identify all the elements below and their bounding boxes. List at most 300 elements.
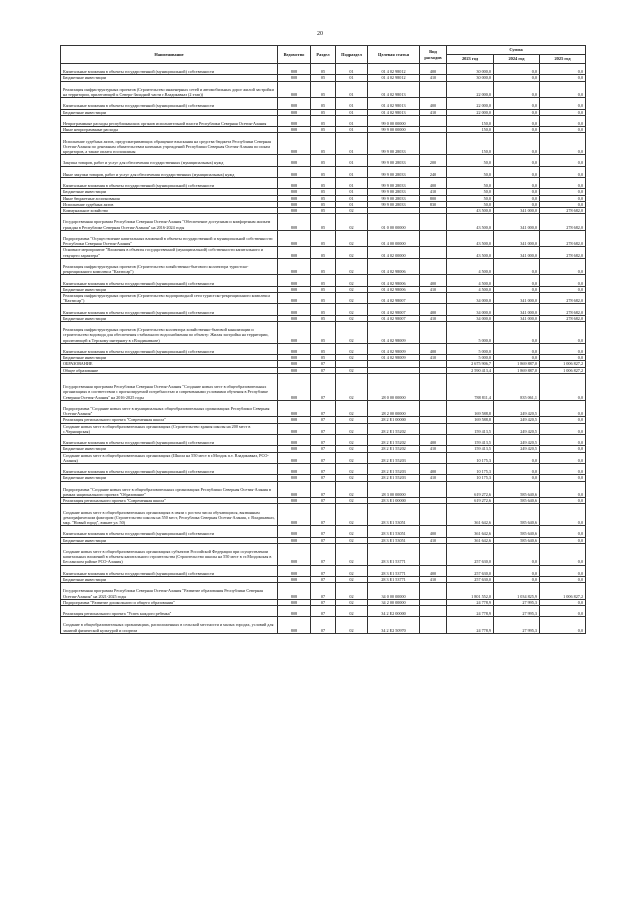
row-exp-type <box>420 81 447 98</box>
row-section: 05 <box>311 155 336 166</box>
row-sum-2025: 0,0 <box>540 177 586 188</box>
row-subsection: 02 <box>336 446 368 452</box>
row-sum-2025: 1 006 827,2 <box>540 361 586 367</box>
row-exp-type: 400 <box>420 304 447 315</box>
row-sum-2023: 159 413,5 <box>447 434 494 445</box>
row-sum-2024: 0,0 <box>494 565 540 576</box>
row-target: 28 2 Е1 55202 <box>368 434 420 445</box>
row-target: 28 3 Е1 53771 <box>368 543 420 565</box>
table-row <box>61 81 586 98</box>
row-target: 01 4 02 98007 <box>368 292 420 303</box>
row-name: ОБРАЗОВАНИЕ <box>61 361 278 367</box>
row-subsection: 02 <box>336 617 368 634</box>
row-dept: 808 <box>278 423 311 434</box>
row-section: 07 <box>311 373 336 400</box>
row-subsection: 01 <box>336 201 368 207</box>
row-section: 05 <box>311 127 336 133</box>
row-sum-2023: 169 588,8 <box>447 400 494 417</box>
col-2023: 2023 год <box>447 55 494 64</box>
row-name: Капитальные вложения в объекты государственной (муниципальной) собственности <box>61 565 278 576</box>
row-section: 07 <box>311 617 336 634</box>
row-sum-2024: 0,0 <box>494 463 540 474</box>
row-sum-2025: 0,0 <box>540 400 586 417</box>
row-name: Капитальные вложения в объекты государственной (муниципальной) собственности <box>61 275 278 286</box>
row-sum-2024: 0,0 <box>494 576 540 582</box>
row-section: 07 <box>311 361 336 367</box>
row-target: 01 4 02 98013 <box>368 98 420 109</box>
table-row <box>61 543 586 565</box>
row-target: 28 3 Е1 53771 <box>368 576 420 582</box>
row-sum-2023: 150,0 <box>447 133 494 155</box>
table-row <box>61 373 586 400</box>
row-subsection: 01 <box>336 81 368 98</box>
row-subsection: 01 <box>336 98 368 109</box>
row-sum-2024: 585 640,6 <box>494 481 540 498</box>
row-dept: 808 <box>278 230 311 247</box>
row-sum-2025: 0,0 <box>540 498 586 504</box>
row-section: 07 <box>311 423 336 434</box>
row-dept: 808 <box>278 315 311 321</box>
row-dept: 808 <box>278 400 311 417</box>
row-section: 07 <box>311 565 336 576</box>
row-exp-type: 410 <box>420 286 447 292</box>
row-exp-type: 400 <box>420 343 447 354</box>
table-row <box>61 583 586 600</box>
row-dept: 808 <box>278 498 311 504</box>
row-sum-2024: 0,0 <box>494 343 540 354</box>
col-exp-type: Вид расходов <box>420 46 447 64</box>
row-dept: 808 <box>278 189 311 195</box>
row-sum-2023: 2 675 906,7 <box>447 361 494 367</box>
row-sum-2023: 24 778,9 <box>447 617 494 634</box>
row-subsection: 02 <box>336 583 368 600</box>
row-sum-2023: 10 175,3 <box>447 452 494 463</box>
row-section: 05 <box>311 343 336 354</box>
row-subsection: 02 <box>336 230 368 247</box>
row-section: 05 <box>311 214 336 231</box>
row-sum-2024: 585 640,6 <box>494 537 540 543</box>
row-sum-2023: 22 000,0 <box>447 109 494 115</box>
row-section: 05 <box>311 177 336 188</box>
table-row <box>61 115 586 126</box>
row-sum-2024: 0,0 <box>494 321 540 343</box>
row-section: 05 <box>311 201 336 207</box>
row-exp-type: 410 <box>420 576 447 582</box>
row-target: 28 3 Е1 53051 <box>368 526 420 537</box>
row-sum-2025: 0,0 <box>540 166 586 177</box>
row-exp-type: 410 <box>420 446 447 452</box>
row-sum-2025: 0,0 <box>540 155 586 166</box>
row-section: 05 <box>311 64 336 75</box>
row-target: 99 9 00 28033 <box>368 177 420 188</box>
row-dept: 808 <box>278 109 311 115</box>
row-sum-2024: 0,0 <box>494 98 540 109</box>
row-subsection: 02 <box>336 434 368 445</box>
row-exp-type: 240 <box>420 166 447 177</box>
row-target: 99 9 00 28033 <box>368 133 420 155</box>
row-sum-2025: 278 682,0 <box>540 230 586 247</box>
row-target: 01 0 00 00000 <box>368 214 420 231</box>
row-sum-2023: 619 272,6 <box>447 498 494 504</box>
row-subsection: 01 <box>336 189 368 195</box>
row-sum-2023: 5 000,0 <box>447 321 494 343</box>
row-sum-2025: 0,0 <box>540 599 586 605</box>
table-row <box>61 155 586 166</box>
row-dept: 808 <box>278 537 311 543</box>
table-row <box>61 321 586 343</box>
row-name: Реализация регионального проекта "Успех каждого ребенка" <box>61 605 278 616</box>
row-exp-type <box>420 214 447 231</box>
row-exp-type <box>420 583 447 600</box>
row-exp-type <box>420 543 447 565</box>
row-name: Капитальные вложения в объекты государственной (муниципальной) собственности <box>61 434 278 445</box>
row-section: 07 <box>311 498 336 504</box>
row-target: 01 4 02 98009 <box>368 355 420 361</box>
row-sum-2023: 361 642,6 <box>447 504 494 526</box>
row-name: Капитальные вложения в объекты государственной (муниципальной) собственности <box>61 526 278 537</box>
row-dept: 808 <box>278 434 311 445</box>
row-sum-2023: 50,0 <box>447 201 494 207</box>
table-row <box>61 526 586 537</box>
row-dept: 808 <box>278 617 311 634</box>
row-name: Государственная программа Республики Северная Осетия-Алания "Развитие образования Республики Северная Осетия-Алания" на 2021-2025 годы <box>61 583 278 600</box>
row-target: 28 2 Е1 55203 <box>368 452 420 463</box>
row-dept: 808 <box>278 361 311 367</box>
row-sum-2024: 249 420,5 <box>494 446 540 452</box>
row-name: Коммунальное хозяйство <box>61 207 278 213</box>
row-name: Бюджетные инвестиции <box>61 109 278 115</box>
row-exp-type <box>420 481 447 498</box>
row-dept: 808 <box>278 304 311 315</box>
row-sum-2023: 50,0 <box>447 177 494 188</box>
row-subsection: 02 <box>336 400 368 417</box>
table-row <box>61 133 586 155</box>
row-name: Бюджетные инвестиции <box>61 189 278 195</box>
row-target: 99 9 00 28033 <box>368 166 420 177</box>
row-sum-2025: 0,0 <box>540 275 586 286</box>
row-sum-2025: 0,0 <box>540 133 586 155</box>
row-subsection: 02 <box>336 543 368 565</box>
row-name: Подпрограмма "Создание новых мест в общеобразовательных организациях Республики Северная Осетия-Алания в рамках национального проекта "Образование" <box>61 481 278 498</box>
row-section: 07 <box>311 434 336 445</box>
row-exp-type: 800 <box>420 195 447 201</box>
row-dept: 808 <box>278 115 311 126</box>
row-exp-type: 410 <box>420 355 447 361</box>
row-sum-2023: 10 175,3 <box>447 475 494 481</box>
row-name: Бюджетные инвестиции <box>61 75 278 81</box>
row-sum-2025: 0,0 <box>540 195 586 201</box>
row-sum-2023: 257 630,0 <box>447 576 494 582</box>
row-target: 99 9 00 28033 <box>368 155 420 166</box>
row-sum-2024: 249 420,5 <box>494 400 540 417</box>
row-sum-2024: 0,0 <box>494 475 540 481</box>
row-name: Бюджетные инвестиции <box>61 355 278 361</box>
row-subsection: 02 <box>336 315 368 321</box>
row-section: 07 <box>311 400 336 417</box>
row-sum-2024: 27 995,3 <box>494 605 540 616</box>
row-name: Реализация регионального проекта "Современная школа" <box>61 417 278 423</box>
row-dept: 808 <box>278 75 311 81</box>
table-header-row <box>61 46 586 55</box>
row-dept: 808 <box>278 214 311 231</box>
row-dept: 808 <box>278 127 311 133</box>
row-exp-type <box>420 605 447 616</box>
row-sum-2025: 0,0 <box>540 373 586 400</box>
row-target: 28 3 00 00000 <box>368 481 420 498</box>
row-sum-2025: 0,0 <box>540 109 586 115</box>
row-exp-type <box>420 423 447 434</box>
row-name: Бюджетные инвестиции <box>61 537 278 543</box>
budget-table <box>60 45 586 634</box>
row-name: Создание новых мест в общеобразовательных организациях (Школа на 550 мест в г.Моздок п.т. Владикавказ, РСО-Алания) <box>61 452 278 463</box>
row-name: Непрограммные расходы республиканских органов исполнительной власти Республики Северная Осетия-Алания <box>61 115 278 126</box>
row-exp-type: 400 <box>420 177 447 188</box>
row-sum-2023: 43 500,0 <box>447 247 494 258</box>
row-sum-2023: 4 500,0 <box>447 258 494 275</box>
row-dept: 808 <box>278 355 311 361</box>
col-2024: 2024 год <box>494 55 540 64</box>
row-subsection: 02 <box>336 207 368 213</box>
row-sum-2023: 257 630,0 <box>447 565 494 576</box>
row-section: 05 <box>311 98 336 109</box>
table-row <box>61 452 586 463</box>
table-row <box>61 617 586 634</box>
row-name: Создание новых мест в общеобразовательных организациях субъектов Российской Федерации при осуществлении капитальных вложений в объекты капитального строительства (Строительство школы на 550 мест в ст.Моздокская в Бесланском районе РСО-Алания) <box>61 543 278 565</box>
row-sum-2023: 2 590 413,4 <box>447 367 494 373</box>
row-dept: 808 <box>278 599 311 605</box>
row-sum-2025: 278 682,0 <box>540 214 586 231</box>
table-row <box>61 423 586 434</box>
row-sum-2023: 43 500,0 <box>447 230 494 247</box>
row-dept: 808 <box>278 446 311 452</box>
row-sum-2024: 0,0 <box>494 166 540 177</box>
row-exp-type: 200 <box>420 155 447 166</box>
row-subsection: 02 <box>336 526 368 537</box>
row-exp-type <box>420 247 447 258</box>
row-sum-2025: 0,0 <box>540 434 586 445</box>
row-exp-type <box>420 452 447 463</box>
row-exp-type <box>420 321 447 343</box>
row-exp-type: 830 <box>420 201 447 207</box>
row-sum-2024: 249 420,5 <box>494 434 540 445</box>
row-sum-2025: 0,0 <box>540 81 586 98</box>
row-sum-2024: 0,0 <box>494 452 540 463</box>
table-row <box>61 230 586 247</box>
row-target: 34 0 00 00000 <box>368 583 420 600</box>
row-sum-2025: 0,0 <box>540 64 586 75</box>
row-exp-type <box>420 400 447 417</box>
row-sum-2025: 0,0 <box>540 258 586 275</box>
row-name: Капитальные вложения в объекты государственной (муниципальной) собственности <box>61 463 278 474</box>
row-target: 01 4 02 98006 <box>368 286 420 292</box>
row-subsection: 02 <box>336 576 368 582</box>
row-sum-2024: 0,0 <box>494 355 540 361</box>
row-sum-2023: 361 642,6 <box>447 537 494 543</box>
row-exp-type <box>420 504 447 526</box>
row-dept: 808 <box>278 605 311 616</box>
row-dept: 808 <box>278 81 311 98</box>
row-sum-2024: 341 000,0 <box>494 315 540 321</box>
row-target: 99 9 00 00000 <box>368 127 420 133</box>
row-sum-2024: 27 995,3 <box>494 617 540 634</box>
table-row <box>61 343 586 354</box>
row-section: 07 <box>311 526 336 537</box>
col-sum: Сумма <box>447 46 586 55</box>
row-sum-2024: 0,0 <box>494 64 540 75</box>
row-sum-2023: 5 000,0 <box>447 355 494 361</box>
table-row <box>61 258 586 275</box>
row-target: 28 3 Е1 53771 <box>368 565 420 576</box>
row-sum-2023: 619 272,6 <box>447 481 494 498</box>
row-target: 99 0 00 00000 <box>368 115 420 126</box>
row-section: 07 <box>311 475 336 481</box>
row-section: 05 <box>311 286 336 292</box>
row-sum-2025: 0,0 <box>540 417 586 423</box>
row-sum-2024: 0,0 <box>494 115 540 126</box>
row-target: 28 2 00 00000 <box>368 400 420 417</box>
row-name: Капитальные вложения в объекты государственной (муниципальной) собственности <box>61 304 278 315</box>
row-section: 05 <box>311 355 336 361</box>
row-sum-2024: 341 000,0 <box>494 230 540 247</box>
table-row <box>61 565 586 576</box>
row-sum-2023: 10 175,3 <box>447 463 494 474</box>
row-dept: 808 <box>278 343 311 354</box>
row-exp-type <box>420 230 447 247</box>
row-target: 28 3 Е1 00000 <box>368 498 420 504</box>
row-sum-2025: 0,0 <box>540 321 586 343</box>
row-sum-2025: 0,0 <box>540 423 586 434</box>
row-sum-2024: 585 640,6 <box>494 504 540 526</box>
table-row <box>61 214 586 231</box>
row-dept: 808 <box>278 258 311 275</box>
row-name: Подпрограмма "Создание новых мест в муниципальных общеобразовательных организациях Республики Северная Осетия-Алания" <box>61 400 278 417</box>
row-sum-2025: 0,0 <box>540 355 586 361</box>
row-dept: 808 <box>278 543 311 565</box>
row-section: 05 <box>311 258 336 275</box>
row-section: 07 <box>311 576 336 582</box>
row-name: Реализация инфраструктурных проектов (Строительство инженерных сетей и автомобильных дорог жилой застройки на территории, прилегающей к Северо-Западной части г.Владикавказ (2 этап)) <box>61 81 278 98</box>
row-subsection: 01 <box>336 195 368 201</box>
row-target: 28 3 Е1 53051 <box>368 537 420 543</box>
row-sum-2025: 0,0 <box>540 98 586 109</box>
row-name: Бюджетные инвестиции <box>61 446 278 452</box>
row-sum-2024: 27 995,3 <box>494 599 540 605</box>
row-target: 01 4 02 98006 <box>368 258 420 275</box>
row-name: Реализация регионального проекта "Современная школа" <box>61 498 278 504</box>
row-dept: 808 <box>278 452 311 463</box>
row-target: 01 4 00 00000 <box>368 230 420 247</box>
row-exp-type <box>420 292 447 303</box>
row-section: 05 <box>311 81 336 98</box>
row-name: Иные непрограммные расходы <box>61 127 278 133</box>
table-row <box>61 400 586 417</box>
row-subsection: 02 <box>336 321 368 343</box>
row-name: Государственная программа Республики Северная Осетия-Алания "Обеспечение доступным и комфортным жильем граждан в Республике Северная Осетия-Алания" на 2016-2024 годы <box>61 214 278 231</box>
row-name: Капитальные вложения в объекты государственной (муниципальной) собственности <box>61 177 278 188</box>
row-target: 01 4 02 98007 <box>368 304 420 315</box>
row-dept: 808 <box>278 286 311 292</box>
table-row <box>61 64 586 75</box>
row-subsection: 02 <box>336 565 368 576</box>
row-subsection: 02 <box>336 292 368 303</box>
row-name: Основное мероприятие "Вложения в объекты государственной (муниципальной) собственности капитального и текущего характера" <box>61 247 278 258</box>
table-row <box>61 98 586 109</box>
row-name: Исполнение судебных актов, предусматривающих обращение взыскания на средства бюджета Республики Северная Осетия-Алания по денежным обязательствам казенных учреждений Республики Северная Осетия-Алания по искам кредиторов, а также оплата госпошлины <box>61 133 278 155</box>
row-sum-2023: 159 413,5 <box>447 423 494 434</box>
row-sum-2025: 278 682,0 <box>540 315 586 321</box>
row-subsection: 02 <box>336 504 368 526</box>
row-section: 05 <box>311 304 336 315</box>
row-exp-type <box>420 617 447 634</box>
row-subsection: 02 <box>336 452 368 463</box>
row-sum-2023: 257 630,0 <box>447 543 494 565</box>
row-section: 07 <box>311 583 336 600</box>
row-exp-type: 410 <box>420 315 447 321</box>
table-row <box>61 166 586 177</box>
row-exp-type: 410 <box>420 189 447 195</box>
row-subsection: 01 <box>336 177 368 188</box>
table-row <box>61 275 586 286</box>
row-exp-type: 410 <box>420 109 447 115</box>
table-row <box>61 463 586 474</box>
row-sum-2023: 788 811,4 <box>447 373 494 400</box>
row-sum-2023: 50,0 <box>447 195 494 201</box>
row-dept: 808 <box>278 321 311 343</box>
table-row <box>61 504 586 526</box>
row-sum-2025: 0,0 <box>540 343 586 354</box>
row-sum-2024: 0,0 <box>494 258 540 275</box>
col-target: Целевая статья <box>368 46 420 64</box>
row-dept: 808 <box>278 373 311 400</box>
row-exp-type: 400 <box>420 463 447 474</box>
row-sum-2024: 0,0 <box>494 195 540 201</box>
row-sum-2023: 169 588,8 <box>447 417 494 423</box>
row-sum-2025: 0,0 <box>540 446 586 452</box>
row-sum-2023: 50,0 <box>447 155 494 166</box>
row-sum-2024: 0,0 <box>494 543 540 565</box>
row-sum-2023: 24 778,9 <box>447 599 494 605</box>
row-name: Иные закупки товаров, работ и услуг для обеспечения государственных (муниципальных) нужд <box>61 166 278 177</box>
row-dept: 808 <box>278 195 311 201</box>
row-name: Капитальные вложения в объекты государственной (муниципальной) собственности <box>61 64 278 75</box>
row-dept: 808 <box>278 481 311 498</box>
row-subsection: 02 <box>336 355 368 361</box>
row-exp-type: 410 <box>420 537 447 543</box>
row-sum-2023: 50,0 <box>447 166 494 177</box>
row-sum-2025: 0,0 <box>540 75 586 81</box>
row-sum-2024: 0,0 <box>494 81 540 98</box>
col-section: Раздел <box>311 46 336 64</box>
row-name: Реализация инфраструктурных проектов (Строительство водопроводной сети туристско-рекреационного комплекса "Кахтисар") <box>61 292 278 303</box>
row-dept: 808 <box>278 576 311 582</box>
table-row <box>61 292 586 303</box>
row-sum-2024: 0,0 <box>494 189 540 195</box>
row-name: Подпрограмма "Осуществление капитальных вложений в объекты государственной и муниципальной собственности Республики Северная Осетия-Алания" <box>61 230 278 247</box>
row-sum-2024: 341 000,0 <box>494 304 540 315</box>
row-sum-2025: 278 682,0 <box>540 207 586 213</box>
row-name: Создание новых мест в общеобразовательных организациях в связи с ростом числа обучающихся, вызванным демографическим фактором (Строительство школы на 550 мест, Республика Северная Осетия-Алания, г. Владикавказ, мкр. "Новый город", южнее ул. 50) <box>61 504 278 526</box>
row-dept: 808 <box>278 177 311 188</box>
row-sum-2024: 585 640,6 <box>494 526 540 537</box>
row-sum-2024: 1 869 887,0 <box>494 367 540 373</box>
row-subsection: 02 <box>336 599 368 605</box>
row-name: Реализация инфраструктурных проектов (Строительство коллектора хозяйственно-бытовой канализации и строительство водовода для обеспечения стабильного водоснабжения по объекту: Жилая застройка на территории, прилегающей к Терскому интернату в г.Владикавказе) <box>61 321 278 343</box>
row-target: 01 4 02 98012 <box>368 75 420 81</box>
row-sum-2025: 0,0 <box>540 617 586 634</box>
row-subsection: 02 <box>336 481 368 498</box>
row-exp-type: 400 <box>420 64 447 75</box>
row-target: 01 4 02 98013 <box>368 109 420 115</box>
